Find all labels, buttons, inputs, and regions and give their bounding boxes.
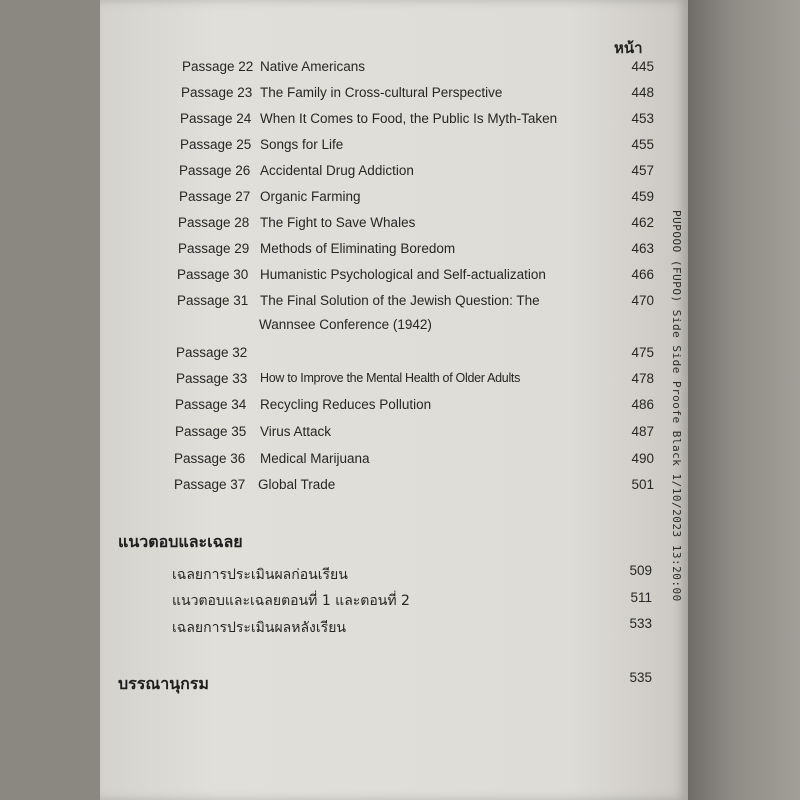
toc-entry — [0, 293, 800, 315]
toc-entry — [0, 189, 800, 211]
toc-entry — [0, 241, 800, 263]
passage-title: Humanistic Psychological and Self-actualization — [260, 267, 546, 282]
toc-entry — [0, 59, 800, 81]
answers-item-label: เฉลยการประเมินผลก่อนเรียน — [172, 567, 348, 583]
passage-title: How to Improve the Mental Health of Older Adults — [260, 371, 521, 385]
passage-title-continuation: Wannsee Conference (1942) — [259, 317, 432, 332]
passage-label: Passage 23 — [181, 85, 253, 100]
passage-title: The Final Solution of the Jewish Question: The — [260, 293, 540, 308]
passage-label: Passage 32 — [176, 345, 248, 360]
toc-entry — [0, 477, 800, 499]
toc-entry — [0, 215, 800, 237]
passage-label: Passage 34 — [175, 397, 247, 412]
page-number: 486 — [631, 397, 654, 412]
page-number: 475 — [631, 345, 654, 360]
toc-entry — [0, 85, 800, 107]
page-number: 457 — [631, 163, 654, 178]
passage-label: Passage 26 — [179, 163, 251, 178]
page-number: 455 — [631, 137, 654, 152]
toc-entry — [0, 137, 800, 159]
toc-entry — [0, 424, 800, 446]
page-number: 448 — [631, 85, 654, 100]
spine-proof-text: PUPOOO (FUPO) Side Side Proofe Black 1/10/2023 13:20:00 — [670, 210, 683, 602]
page-number: 459 — [631, 189, 654, 204]
page-number: 466 — [631, 267, 654, 282]
passage-label: Passage 29 — [178, 241, 250, 256]
passage-title: Medical Marijuana — [260, 451, 370, 466]
passage-title: Songs for Life — [260, 137, 344, 152]
page-number: 478 — [631, 371, 654, 386]
passage-title: The Family in Cross-cultural Perspective — [260, 85, 503, 100]
passage-title: Accidental Drug Addiction — [260, 163, 414, 178]
passage-title: Methods of Eliminating Boredom — [260, 241, 456, 256]
passage-label: Passage 31 — [177, 293, 249, 308]
passage-title: Native Americans — [260, 59, 366, 74]
passage-label: Passage 27 — [179, 189, 251, 204]
passage-title: The Fight to Save Whales — [260, 215, 416, 230]
toc-entry — [0, 111, 800, 133]
page-number: 470 — [631, 293, 654, 308]
page-number: 463 — [631, 241, 654, 256]
toc-entry — [0, 451, 800, 473]
answers-section-heading: แนวตอบและเฉลย — [118, 532, 243, 551]
passage-label: Passage 28 — [178, 215, 250, 230]
passage-label: Passage 33 — [176, 371, 248, 386]
toc-entry — [0, 397, 800, 419]
passage-label: Passage 24 — [180, 111, 252, 126]
page-number: 509 — [629, 563, 652, 578]
passage-title: Global Trade — [258, 477, 336, 492]
passage-label: Passage 30 — [177, 267, 249, 282]
passage-title: Recycling Reduces Pollution — [260, 397, 432, 412]
page-number: 487 — [631, 424, 654, 439]
answers-item-label: แนวตอบและเฉลยตอนที่ 1 และตอนที่ 2 — [172, 593, 410, 609]
page-number: 445 — [631, 59, 654, 74]
passage-label: Passage 22 — [182, 59, 254, 74]
passage-label: Passage 35 — [175, 424, 247, 439]
passage-label: Passage 25 — [180, 137, 252, 152]
page-number: 490 — [631, 451, 654, 466]
page-number: 453 — [631, 111, 654, 126]
page-number: 535 — [629, 670, 652, 685]
bibliography-heading: บรรณานุกรม — [118, 674, 209, 693]
passage-title: Organic Farming — [260, 189, 361, 204]
toc-entry — [0, 371, 800, 393]
page-column-header: หน้า — [614, 39, 643, 57]
toc-entry — [0, 163, 800, 185]
page-number: 511 — [630, 590, 652, 605]
toc-entry — [0, 267, 800, 289]
passage-label: Passage 36 — [174, 451, 246, 466]
page-number: 462 — [631, 215, 654, 230]
toc-entry — [0, 345, 800, 367]
answers-item-label: เฉลยการประเมินผลหลังเรียน — [172, 620, 346, 636]
page-number: 533 — [629, 616, 652, 631]
passage-title: Virus Attack — [260, 424, 332, 439]
page-number: 501 — [631, 477, 654, 492]
passage-label: Passage 37 — [174, 477, 246, 492]
passage-title: When It Comes to Food, the Public Is Myth-Taken — [260, 111, 558, 126]
